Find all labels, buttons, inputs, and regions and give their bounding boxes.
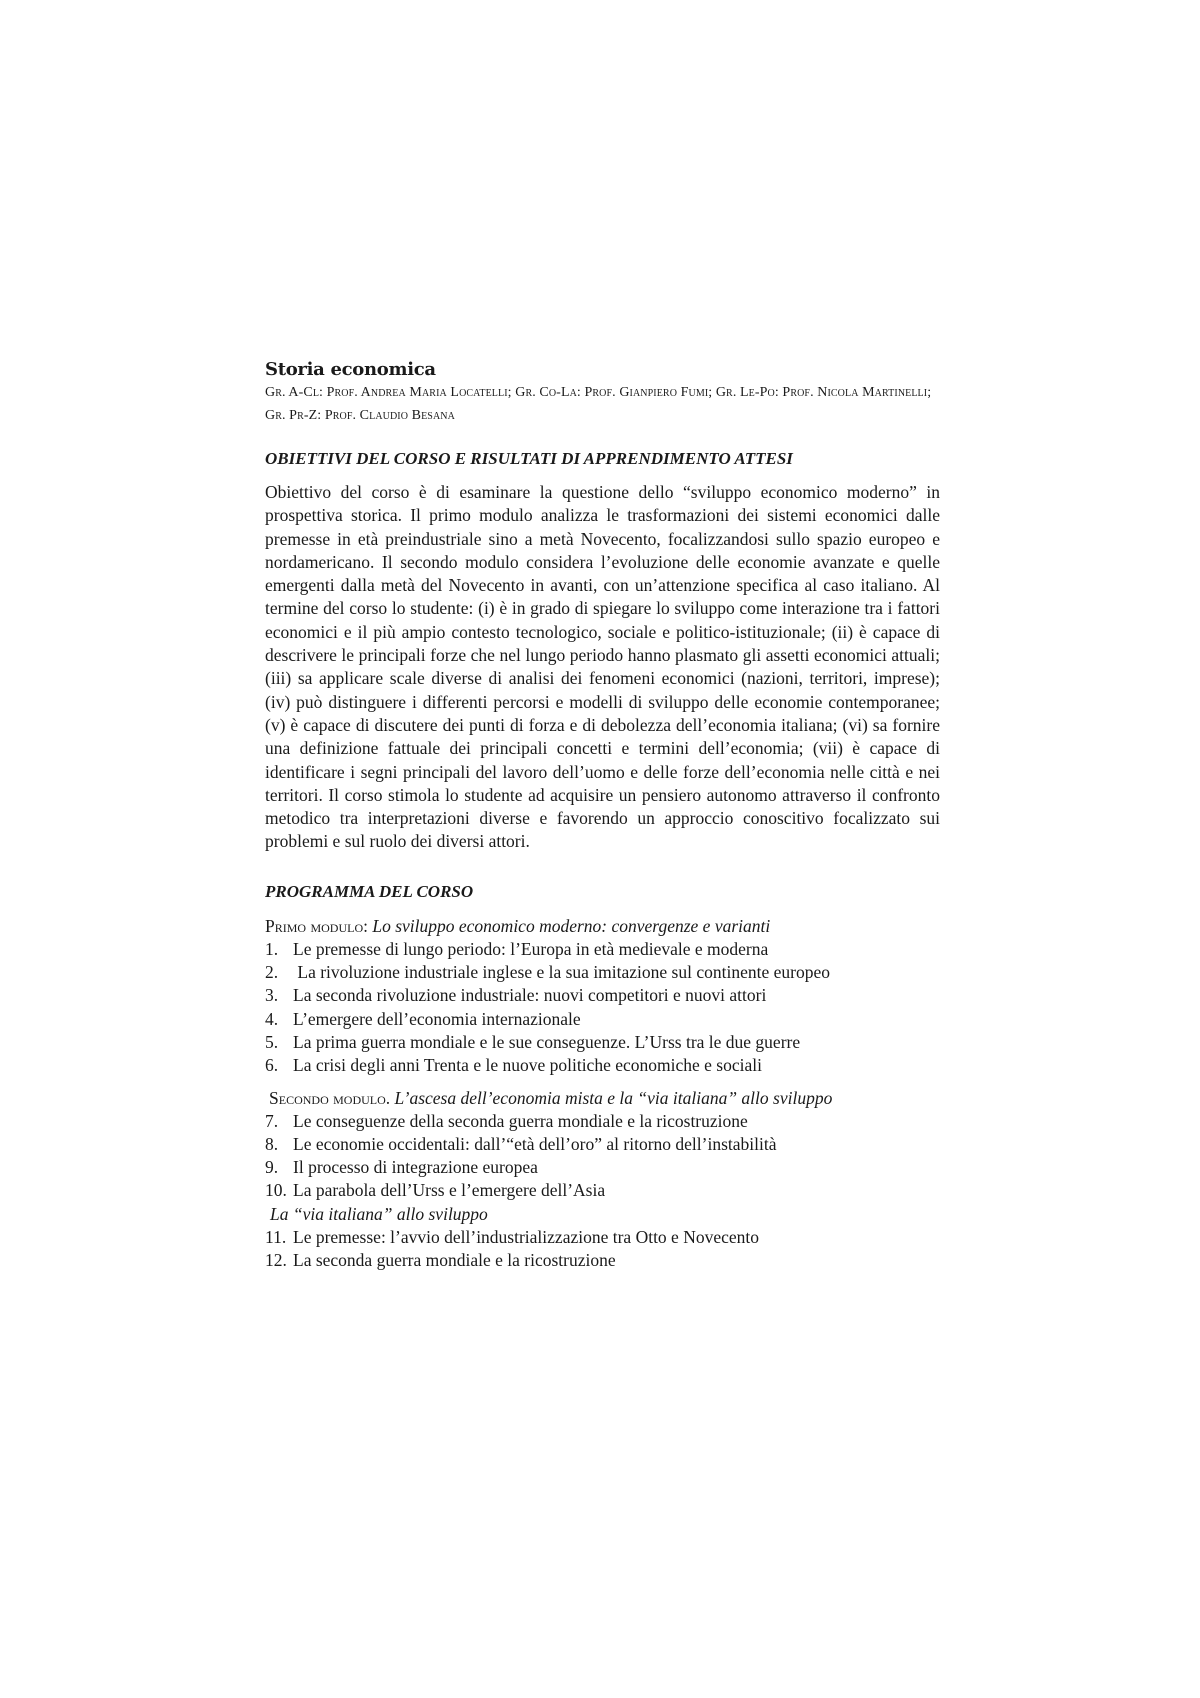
item-number: 6. (265, 1055, 279, 1076)
list-item (265, 938, 940, 961)
module1-label: Primo modulo: (265, 915, 368, 936)
module1-heading (265, 915, 940, 938)
module1-title: Lo sviluppo economico moderno: convergenze e varianti (372, 915, 771, 936)
list-item (265, 1054, 940, 1077)
item-number: 4. (265, 1008, 279, 1029)
item-text: La crisi degli anni Trenta e le nuove politiche economiche e sociali (293, 1055, 762, 1076)
item-number: 11. (265, 1226, 287, 1247)
item-number: 3. (265, 985, 279, 1006)
module2-title: L’ascesa dell’economia mista e la “via italiana” allo sviluppo (394, 1087, 833, 1108)
module2-heading (265, 1087, 940, 1110)
list-item (265, 1226, 940, 1249)
item-number: 9. (265, 1157, 279, 1178)
item-number: 1. (265, 938, 279, 959)
item-text: La seconda guerra mondiale e la ricostruzione (293, 1250, 616, 1271)
item-text: Le premesse: l’avvio dell’industrializzazione tra Otto e Novecento (293, 1226, 759, 1247)
list-item (265, 1179, 940, 1202)
list-item (265, 1133, 940, 1156)
item-text: La parabola dell’Urss e l’emergere dell’Asia (293, 1180, 606, 1201)
module2-list (265, 1110, 940, 1203)
item-number: 7. (265, 1110, 279, 1131)
list-item (265, 1249, 940, 1272)
list-item (265, 961, 940, 984)
item-text: L’emergere dell’economia internazionale (293, 1008, 581, 1029)
list-item (265, 1031, 940, 1054)
item-text: La rivoluzione industriale inglese e la sua imitazione sul continente europeo (293, 962, 830, 983)
list-item (265, 1156, 940, 1179)
module2-label: Secondo modulo. (269, 1087, 391, 1108)
course-teachers: Gr. A-Cl: Prof. Andrea Maria Locatelli; Gr. Co-La: Prof. Gianpiero Fumi; Gr. Le-Po: Prof. Nicola Martinelli; Gr. Pr-Z: Prof. Claudio Besana (265, 385, 932, 423)
objectives-text: Obiettivo del corso è di esaminare la questione dello “sviluppo economico moderno” in prospettiva storica. Il primo modulo analizza le trasformazioni dei sistemi economici dalle premesse in età preindustriale sino a metà Novecento, focalizzandosi sullo spazio europeo e nordamericano. Il secondo modulo considera l’evoluzione delle economie avanzate e quelle emergenti dalla metà del Novecento in avanti, con un’attenzione specifica al caso italiano. Al termine del corso lo studente: (i) è in grado di spiegare lo sviluppo come interazione tra i fattori economici e il più ampio contesto tecnologico, sociale e politico-istituzionale; (ii) è capace di descrivere le principali forze che nel lungo periodo hanno plasmato gli assetti economici attuali; (iii) sa applicare scale diverse di analisi dei fenomeni economici (nazioni, territori, imprese); (iv) può distinguere i differenti percorsi e modelli di sviluppo delle economie contemporanee; (v) è capace di discutere dei punti di forza e di debolezza dell’economia italiana; (vi) sa fornire una definizione fattuale dei principali concetti e termini dell’economia; (vii) è capace di identificare i segni principali del lavoro dell’uomo e delle forze dell’economia nelle città e nei territori. Il corso stimola lo studente ad acquisire un pensiero autonomo attraverso il confronto metodico tra interpretazioni diverse e favorendo un approccio conoscitivo focalizzato sui problemi e sul ruolo dei diversi attori. (265, 482, 940, 852)
module1-list (265, 938, 940, 1078)
item-number: 8. (265, 1133, 279, 1154)
item-number: 2. (265, 962, 279, 983)
item-number: 12. (265, 1250, 287, 1271)
item-text: Le conseguenze della seconda guerra mondiale e la ricostruzione (293, 1110, 748, 1131)
list-item (265, 1008, 940, 1031)
item-text: Le economie occidentali: dall’“età dell’oro” al ritorno dell’instabilità (293, 1133, 777, 1154)
list-item (265, 984, 940, 1007)
program-heading: PROGRAMMA DEL CORSO (265, 881, 474, 901)
item-number: 5. (265, 1031, 279, 1052)
objectives-heading: OBIETTIVI DEL CORSO E RISULTATI DI APPRENDIMENTO ATTESI (265, 449, 793, 468)
module2-subheading: La “via italiana” allo sviluppo (270, 1203, 488, 1224)
item-text: La seconda rivoluzione industriale: nuovi competitori e nuovi attori (293, 985, 767, 1006)
module2-sublist (265, 1226, 940, 1273)
course-title: Storia economica (265, 359, 436, 380)
course-sheet (265, 358, 940, 1272)
item-number: 10. (265, 1180, 287, 1201)
item-text: Le premesse di lungo periodo: l’Europa in età medievale e moderna (293, 938, 769, 959)
item-text: La prima guerra mondiale e le sue conseguenze. L’Urss tra le due guerre (293, 1031, 801, 1052)
list-item (265, 1110, 940, 1133)
item-text: Il processo di integrazione europea (293, 1157, 538, 1178)
